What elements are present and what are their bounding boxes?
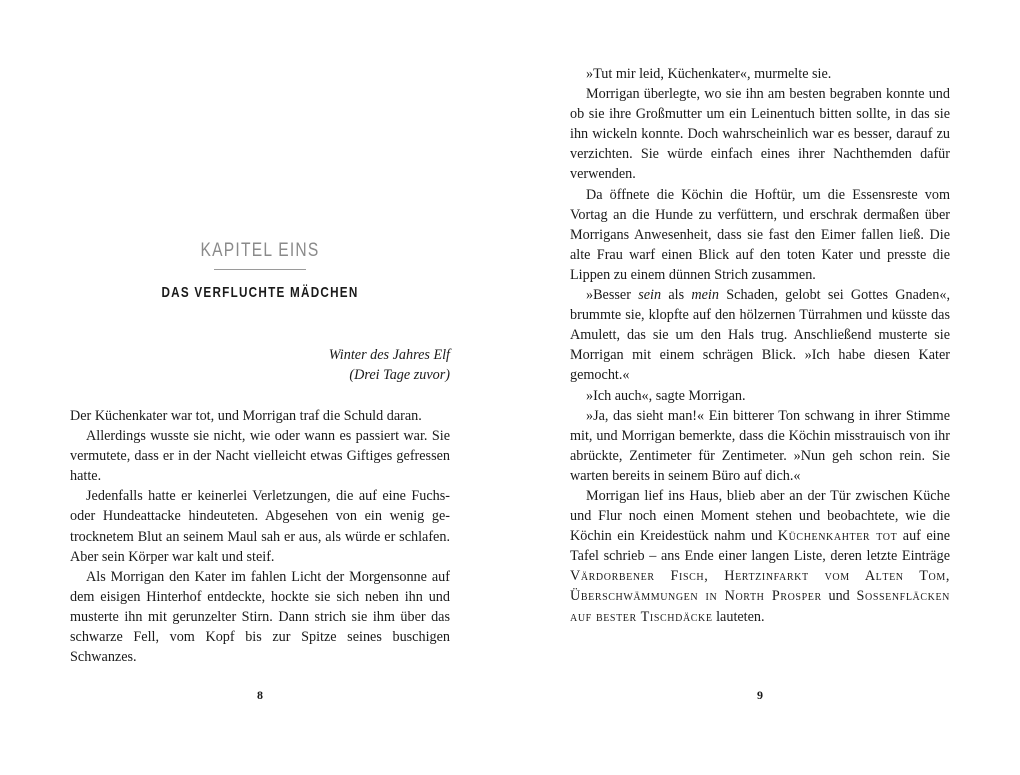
paragraph: Morrigan überlegte, wo sie ihn am besten begraben konnte und ob sie ihre Großmutter um ein Leinentuch bitten sollte, in das sie ihn wickeln konnte. Doch wahrscheinlich war es besser, darauf zu verzichten. Sie würde einfach eines ihrer Nachthemden dafür verwenden. [570,86,950,183]
paragraph: Als Morrigan den Kater im fahlen Licht der Morgensonne auf dem eisigen Hinterhof entdeckte, hockte sie sich neben ihn und musterte ihn mit gerunzelter Stirn. Dann strich sie ihm über das schwarze Fell, vom Kopf bis zur Spitze seines buschigen Schwanzes. [70,568,450,666]
right-page [570,0,950,775]
left-page [70,0,450,775]
paragraph: Allerdings wusste sie nicht, wie oder wann es passiert war. Sie vermutete, dass er in der Nacht vielleicht etwas Giftiges gefressen hatte. [70,428,450,485]
page-number: 8 [257,688,263,702]
epigraph-line: (Drei Tage zuvor) [349,367,450,384]
chapter-divider [214,269,306,270]
paragraph: Der Küchenkater war tot, und Morrigan traf die Schuld daran. [70,408,422,424]
paragraph: »Ja, das sieht man!« Ein bitterer Ton schwang in ihrer Stimme mit, und Morrigan bemerkte, dass die Köchin misstrauisch von ihr abrückte, Zentimeter für Zentimeter. »Nun geh schon rein. Sie warten bereits in seinem Büro auf dich.« [570,407,950,484]
text-run: Morrigan lief ins Haus, blieb aber an der Tür zwischen Küche und Flur noch einen Moment stehen und beobachtete, wie die Köchin ein Kreidestück nahm und [570,487,950,545]
chapter-title: DAS VERFLUCHTE MÄDCHEN [161,284,359,301]
chapter-label: KAPITEL EINS [200,240,320,261]
text-run: und [821,588,857,605]
text-run: lauteten. [712,608,765,625]
paragraph: »Tut mir leid, Küchenkater«, murmelte sie. [586,66,832,82]
text-run: auf eine Tafel schrieb – ans Ende einer langen Liste, deren letzte Einträge [570,528,950,565]
emphasis: mein [691,287,719,304]
paragraph: Da öffnete die Köchin die Hoftür, um die Essensreste vom Vortag an die Hunde zu verfüttern, und erschrak dermaßen über Morrigans Anwesenheit, dass sie fast den Eimer fallen ließ. Die alte Frau warf einen Blick auf den toten Kater und presste die Lippen zu einem dünnen Strich zusammen. [570,186,950,283]
text-run: Schaden, gelobt sei Gottes Gnaden«, brummte sie, klopfte auf den hölzernen Türrahmen und küsste das Amulett, das sie um den Hals trug. Anschließend musterte sie Morrigan mit einem schrägen Blick. »Ich habe diesen Kater gemocht.« [570,287,951,384]
epigraph [70,345,450,385]
emphasis: sein [638,287,662,304]
right-body-text [570,64,950,627]
paragraph [570,285,950,385]
paragraph: »Ich auch«, sagte Morrigan. [586,387,746,404]
page-number: 9 [757,688,763,702]
text-run: »Besser [586,287,639,304]
left-body-text [70,406,450,667]
paragraph [570,486,950,627]
smallcaps-text: Sossenfläcken auf bester Tischdäcke [570,588,950,625]
smallcaps-text: Küchenkahter tot [777,528,898,545]
epigraph-line: Winter des Jahres Elf [328,347,450,363]
smallcaps-text: Värdorbener Fisch, Hertzinfarkt vom Alten Tom, Überschwämmungen in North Prosper [570,568,950,605]
paragraph: Jedenfalls hatte er keinerlei Verletzungen, die auf eine Fuchs- oder Hundeattacke hindeuteten. Abgesehen von ein wenig getrocknetem Blut an seinem Maul sah er aus, als würde er schlafen. Aber sein Körper war kalt und steif. [70,488,450,565]
text-run: als [661,287,692,304]
